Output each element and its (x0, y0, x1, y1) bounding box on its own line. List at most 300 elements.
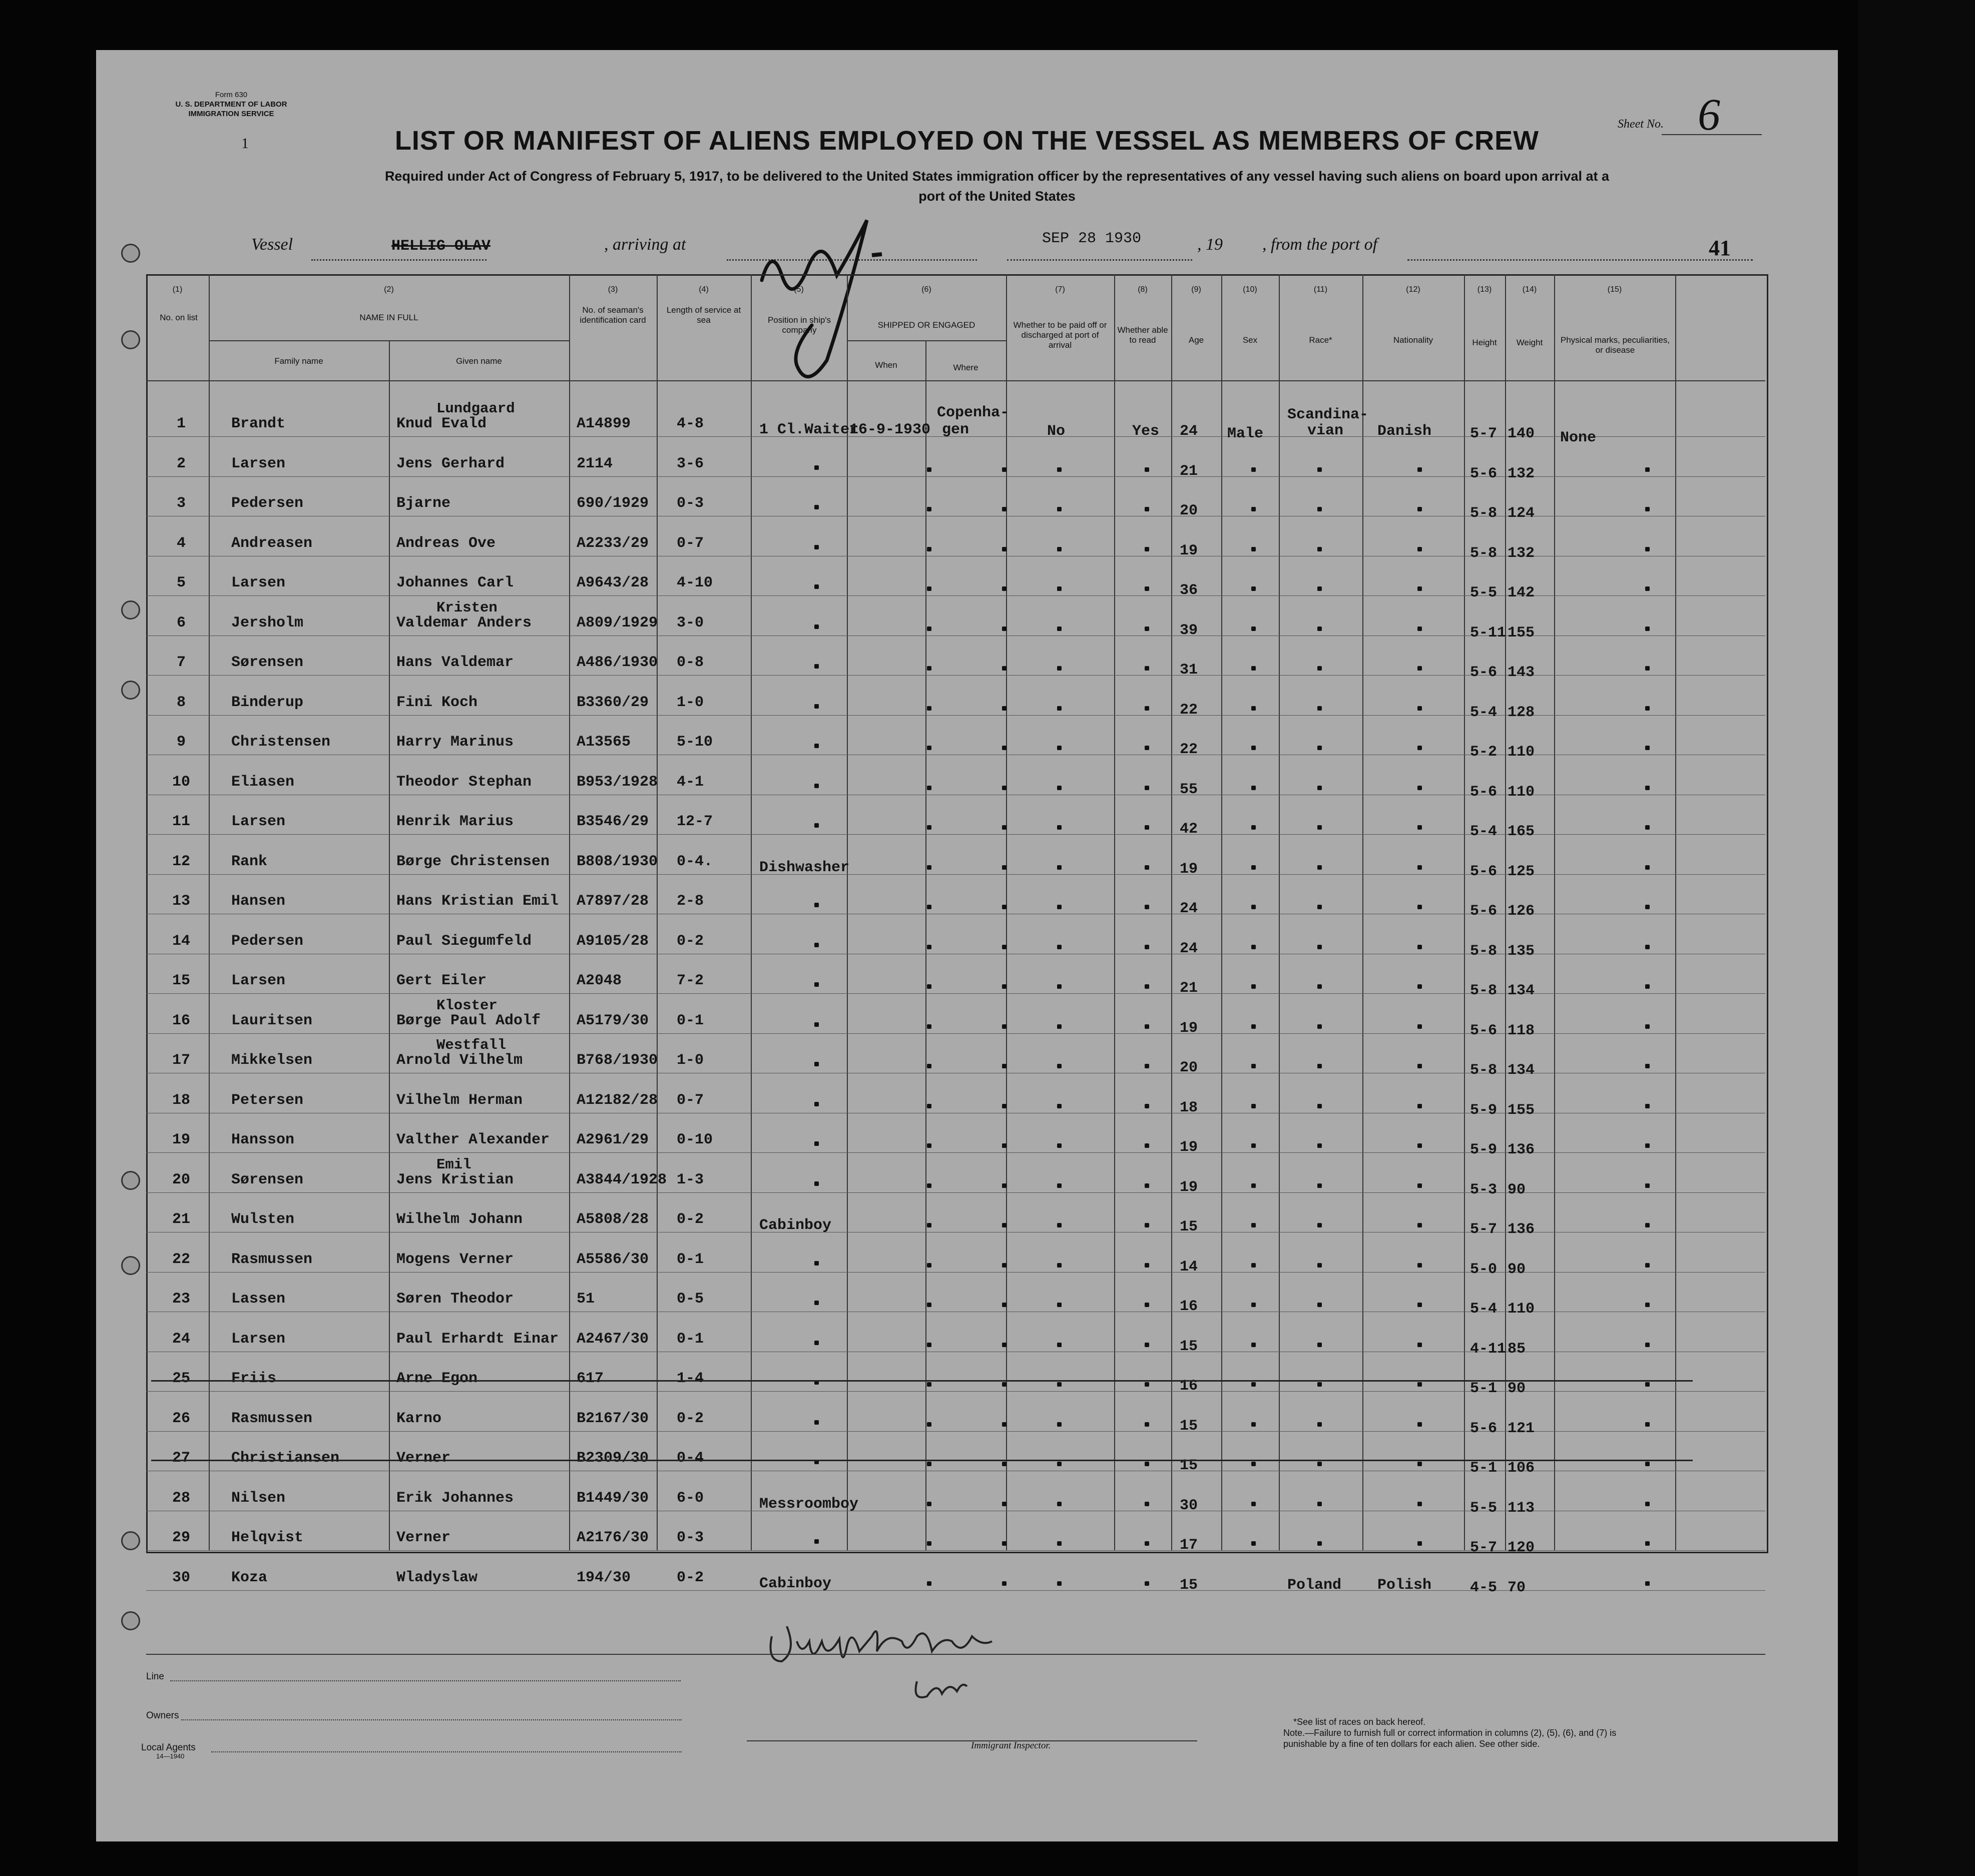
header-race: Race* (1309, 335, 1332, 345)
ditto-mark (1645, 1024, 1650, 1029)
cell-weight: 106 (1508, 1460, 1535, 1477)
cell-no: 12 (172, 853, 191, 870)
cell-card: B1449/30 (577, 1489, 649, 1507)
ditto-mark (1645, 786, 1650, 790)
ditto-mark (814, 903, 819, 907)
punch-hole (121, 244, 140, 263)
cell-family: Sørensen (231, 1171, 304, 1188)
cell-given: Wladyslaw (396, 1569, 478, 1586)
ditto-mark (1145, 825, 1149, 830)
cell-given: Hans Kristian Emil (396, 893, 559, 910)
ditto-mark (1057, 1422, 1062, 1427)
ditto-mark (1645, 1581, 1650, 1586)
ditto-mark (1417, 1541, 1422, 1546)
cell-card: A5586/30 (577, 1250, 649, 1268)
ditto-mark (1317, 1064, 1322, 1068)
ditto-mark (1645, 1502, 1650, 1506)
cell-age: 16 (1180, 1378, 1198, 1395)
ditto-mark (1002, 1422, 1007, 1427)
cell-family: Christensen (231, 734, 331, 751)
ditto-mark (1057, 1024, 1062, 1029)
ditto-mark (927, 627, 931, 631)
header-position: Position in ship's company (767, 315, 831, 335)
punch-hole (121, 600, 140, 619)
ditto-mark (1002, 547, 1007, 551)
header-able-read: Whether able to read (1117, 325, 1168, 345)
cell-service: 4-8 (677, 415, 704, 432)
scan-border (1858, 0, 1975, 1876)
header-paid-off: Whether to be paid off or discharged at port of arrival (1013, 320, 1107, 350)
ditto-mark (1417, 945, 1422, 949)
ditto-mark (1145, 945, 1149, 949)
ditto-mark (1002, 1343, 1007, 1347)
ditto-mark (1417, 1382, 1422, 1387)
page-number: 41 (1709, 236, 1731, 260)
ditto-mark (1057, 1303, 1062, 1307)
ditto-mark (1417, 586, 1422, 591)
cell-given: Paul Erhardt Einar (396, 1330, 559, 1348)
ditto-mark (814, 1022, 819, 1027)
header-nationality: Nationality (1393, 335, 1433, 345)
cell-no: 2 (176, 455, 186, 472)
punch-hole (121, 1256, 140, 1275)
cell-family: Rank (231, 853, 268, 870)
header-shipped-where: Where (953, 363, 978, 372)
cell-no: 1 (176, 415, 186, 432)
ditto-mark (1251, 1343, 1256, 1347)
cell-family: Lassen (231, 1291, 286, 1308)
cell-age: 19 (1180, 1019, 1198, 1037)
cell-family: Binderup (231, 694, 304, 711)
cell-weight: 132 (1508, 465, 1535, 482)
cell-position: Dishwasher (759, 859, 850, 876)
cell-age: 24 (1180, 900, 1198, 917)
ditto-mark (1002, 945, 1007, 949)
ditto-mark (1057, 984, 1062, 989)
cell-no: 3 (176, 495, 186, 512)
ditto-mark (927, 786, 931, 790)
cell-given2: Kristen (436, 599, 498, 616)
ditto-mark (1057, 1263, 1062, 1268)
ditto-mark (1251, 547, 1256, 551)
cell-card: 51 (577, 1291, 595, 1308)
col-number: (5) (794, 285, 804, 294)
ditto-mark (1057, 905, 1062, 909)
cell-family: Hansen (231, 893, 286, 910)
cell-age: 19 (1180, 1178, 1198, 1196)
ditto-mark (1251, 825, 1256, 830)
cell-service: 3-6 (677, 455, 704, 472)
cell-family: Mikkelsen (231, 1052, 313, 1069)
col-number: (10) (1243, 285, 1257, 294)
cell-card: A3844/1928 (577, 1171, 667, 1188)
ditto-mark (1251, 706, 1256, 711)
col-number: (2) (384, 285, 394, 294)
punch-hole (121, 1611, 140, 1630)
cell-service: 0-2 (677, 1569, 704, 1586)
ditto-mark (1251, 507, 1256, 511)
document-subtitle (146, 166, 1838, 206)
cell-family: Petersen (231, 1091, 304, 1109)
col-number: (1) (172, 285, 183, 294)
ditto-mark (1002, 1024, 1007, 1029)
col-divider (1554, 274, 1555, 1550)
ditto-mark (1002, 1183, 1007, 1188)
cell-weight: 136 (1508, 1221, 1535, 1238)
ditto-mark (1145, 1303, 1149, 1307)
sheet-number-label: Sheet No. (1618, 118, 1664, 131)
cell-given: Bjarne (396, 495, 451, 512)
cell-age: 16 (1180, 1298, 1198, 1315)
cell-given: Gert Eiler (396, 972, 487, 989)
cell-weight: 135 (1508, 942, 1535, 960)
cell-card: 2114 (577, 455, 613, 472)
from-port-underline (1407, 259, 1753, 261)
department-name: U. S. DEPARTMENT OF LABOR (175, 100, 287, 109)
cell-service: 0-10 (677, 1131, 713, 1148)
cell-age: 39 (1180, 621, 1198, 639)
col-divider (209, 274, 210, 1550)
cell-family: Rasmussen (231, 1250, 313, 1268)
ditto-mark (927, 905, 931, 909)
ditto-mark (1145, 1462, 1149, 1466)
ditto-mark (1317, 1343, 1322, 1347)
cell-given: Mogens Verner (396, 1250, 514, 1268)
cell-no: 30 (172, 1569, 191, 1586)
cell-age: 19 (1180, 860, 1198, 878)
cell-family: Pedersen (231, 932, 304, 950)
cell-family: Larsen (231, 972, 286, 989)
ditto-mark (1645, 1303, 1650, 1307)
ditto-mark (927, 1064, 931, 1068)
ditto-mark (1002, 865, 1007, 870)
cell-weight: 126 (1508, 903, 1535, 920)
subtitle-line-2: port of the United States (918, 189, 1076, 204)
ditto-mark (1002, 786, 1007, 790)
col-number: (11) (1313, 285, 1328, 294)
ditto-mark (1002, 1303, 1007, 1307)
ditto-mark (1057, 627, 1062, 631)
cell-age: 17 (1180, 1537, 1198, 1554)
cell-age: 31 (1180, 662, 1198, 679)
ditto-mark (814, 704, 819, 709)
cell-service: 5-10 (677, 734, 713, 751)
owners-underline (181, 1719, 682, 1720)
ditto-mark (1251, 746, 1256, 750)
cell-service: 0-3 (677, 495, 704, 512)
ditto-mark (1417, 467, 1422, 472)
col-divider (569, 274, 570, 1550)
service-name: IMMIGRATION SERVICE (188, 110, 274, 118)
ditto-mark (1145, 1143, 1149, 1148)
cell-service: 12-7 (677, 813, 713, 830)
ditto-mark (1057, 865, 1062, 870)
ditto-mark (927, 1541, 931, 1546)
cell-height: 5-6 (1470, 783, 1498, 801)
cell-no: 29 (172, 1529, 191, 1546)
ditto-mark (1145, 1024, 1149, 1029)
cell-age: 22 (1180, 741, 1198, 758)
ditto-mark (1057, 1382, 1062, 1387)
cell-given: Arnold Vilhelm (396, 1052, 523, 1069)
ditto-mark (1645, 945, 1650, 949)
cell-service: 0-5 (677, 1291, 704, 1308)
cell-position: Cabinboy (759, 1575, 832, 1592)
cell-height: 5-3 (1470, 1181, 1498, 1198)
ditto-mark (1251, 1422, 1256, 1427)
ditto-mark (927, 984, 931, 989)
cell-family: Jersholm (231, 614, 304, 632)
ditto-mark (1417, 825, 1422, 830)
cell-family: Hansson (231, 1131, 295, 1148)
ditto-mark (1645, 1143, 1650, 1148)
cell-weight: 136 (1508, 1141, 1535, 1158)
ditto-mark (1417, 1263, 1422, 1268)
ditto-mark (1645, 666, 1650, 671)
cell-card: B2309/30 (577, 1450, 649, 1467)
col-divider (1171, 274, 1172, 1550)
cell-weight: 134 (1508, 1062, 1535, 1079)
col-number: (7) (1055, 285, 1065, 294)
cell-service: 4-10 (677, 574, 713, 591)
cell-given: Johannes Carl (396, 574, 514, 591)
ditto-mark (1417, 1303, 1422, 1307)
ditto-mark (1317, 1382, 1322, 1387)
cell-service: 0-1 (677, 1250, 704, 1268)
ditto-mark (1251, 984, 1256, 989)
cell-age: 15 (1180, 1218, 1198, 1235)
cell-no: 18 (172, 1091, 191, 1109)
ditto-mark (1002, 905, 1007, 909)
ditto-mark (1251, 1541, 1256, 1546)
cell-position: Cabinboy (759, 1217, 832, 1234)
cell-service: 0-2 (677, 1410, 704, 1427)
ditto-mark (1057, 1343, 1062, 1347)
cell-given: Børge Christensen (396, 853, 550, 870)
cell-position: 1 Cl.Waiter (759, 421, 859, 438)
ditto-mark (814, 1261, 819, 1266)
cell-card: 690/1929 (577, 495, 649, 512)
ditto-mark (1002, 666, 1007, 671)
cell-age: 21 (1180, 462, 1198, 480)
cell-card: B768/1930 (577, 1052, 658, 1069)
cell-service: 0-2 (677, 1211, 704, 1228)
cell-no: 9 (176, 734, 186, 751)
cell-service: 0-7 (677, 534, 704, 552)
cell-given: Wilhelm Johann (396, 1211, 523, 1228)
cell-given: Vilhelm Herman (396, 1091, 523, 1109)
ditto-mark (1417, 1143, 1422, 1148)
cell-family: Larsen (231, 574, 286, 591)
ditto-mark (1145, 786, 1149, 790)
local-agents-code: 14—1940 (156, 1752, 185, 1760)
ditto-mark (1057, 945, 1062, 949)
ditto-mark (1057, 825, 1062, 830)
ditto-mark (1317, 586, 1322, 591)
form-number: Form 630 (215, 91, 248, 99)
ditto-mark (1645, 1462, 1650, 1466)
ditto-mark (1145, 1581, 1149, 1586)
cell-weight: 132 (1508, 544, 1535, 562)
ditto-mark (814, 1420, 819, 1425)
punch-hole (121, 1531, 140, 1550)
header-shipped-when: When (875, 360, 897, 370)
cell-height: 5-5 (1470, 1499, 1498, 1517)
cell-service: 0-2 (677, 932, 704, 950)
ditto-mark (1417, 1343, 1422, 1347)
sheet-number-value: 6 (1698, 90, 1720, 140)
ditto-mark (1002, 627, 1007, 631)
cell-height: 5-1 (1470, 1460, 1498, 1477)
ditto-mark (1417, 507, 1422, 511)
cell-height: 5-8 (1470, 544, 1498, 562)
cell-card: A5808/28 (577, 1211, 649, 1228)
cell-no: 16 (172, 1012, 191, 1029)
ditto-mark (814, 584, 819, 589)
ditto-mark (1145, 1183, 1149, 1188)
ditto-mark (1317, 1223, 1322, 1227)
cell-height: 4-11 (1470, 1340, 1507, 1358)
ditto-mark (1417, 865, 1422, 870)
cell-height: 5-6 (1470, 664, 1498, 681)
ditto-mark (1317, 1541, 1322, 1546)
ditto-mark (1251, 945, 1256, 949)
cell-race: Scandina- (1287, 406, 1369, 423)
cell-family: Christiansen (231, 1450, 340, 1467)
cell-position: Messroomboy (759, 1495, 859, 1513)
ditto-mark (927, 1024, 931, 1029)
ditto-mark (814, 1102, 819, 1106)
cell-weight: 118 (1508, 1022, 1535, 1039)
cell-age: 55 (1180, 781, 1198, 798)
ditto-mark (1417, 1462, 1422, 1466)
col-divider (1464, 274, 1465, 1550)
cell-height: 5-5 (1470, 584, 1498, 601)
col-divider (847, 274, 848, 1550)
cell-height: 5-6 (1470, 863, 1498, 880)
cell-weight: 165 (1508, 823, 1535, 840)
ditto-mark (1002, 1581, 1007, 1586)
punch-hole (121, 1171, 140, 1190)
ditto-mark (1645, 1541, 1650, 1546)
cell-height: 5-7 (1470, 1221, 1498, 1238)
ditto-mark (1145, 1502, 1149, 1506)
manifest-sheet (96, 50, 1838, 1841)
ditto-mark (1057, 586, 1062, 591)
ditto-mark (1145, 1263, 1149, 1268)
ditto-mark (1145, 1104, 1149, 1108)
col-number: (12) (1406, 285, 1420, 294)
cell-weight: 142 (1508, 584, 1535, 601)
ditto-mark (1057, 467, 1062, 472)
col-number: (6) (921, 285, 931, 294)
cell-weight: 90 (1508, 1181, 1526, 1198)
cell-no: 14 (172, 932, 191, 950)
ditto-mark (1317, 1462, 1322, 1466)
col-number: (8) (1138, 285, 1148, 294)
cell-no: 15 (172, 972, 191, 989)
ditto-mark (1251, 1502, 1256, 1506)
col-divider (1362, 274, 1363, 1550)
form-identifier (156, 90, 306, 119)
ditto-mark (1645, 706, 1650, 711)
cell-age: 19 (1180, 542, 1198, 559)
cell-card: A809/1929 (577, 614, 658, 632)
cell-height: 5-6 (1470, 1420, 1498, 1437)
cell-service: 0-3 (677, 1529, 704, 1546)
ditto-mark (1057, 1223, 1062, 1227)
cell-given2: Westfall (436, 1037, 507, 1053)
cell-height: 5-9 (1470, 1101, 1498, 1119)
cell-family: Eliasen (231, 773, 295, 791)
ditto-mark (1145, 1422, 1149, 1427)
ditto-mark (927, 1183, 931, 1188)
ditto-mark (927, 1343, 931, 1347)
cell-family: Larsen (231, 455, 286, 472)
cell-card: A12182/28 (577, 1091, 658, 1109)
ditto-mark (1317, 945, 1322, 949)
ditto-mark (814, 1539, 819, 1544)
cell-given: Harry Marinus (396, 734, 514, 751)
col-number: (15) (1607, 285, 1622, 294)
col-number: (13) (1477, 285, 1492, 294)
ditto-mark (1645, 865, 1650, 870)
ditto-mark (1417, 786, 1422, 790)
ditto-mark (1645, 1382, 1650, 1387)
cell-card: A13565 (577, 734, 631, 751)
ditto-mark (1317, 467, 1322, 472)
ditto-mark (1251, 865, 1256, 870)
cell-family: Larsen (231, 1330, 286, 1348)
cell-age: 15 (1180, 1417, 1198, 1435)
ditto-mark (1145, 586, 1149, 591)
header-no-on-list: No. on list (160, 313, 198, 322)
cell-given: Søren Theodor (396, 1291, 514, 1308)
cell-card: A2467/30 (577, 1330, 649, 1348)
penalty-note: Note.—Failure to furnish full or correct information in columns (2), (5), (6), and (7) is punishable by a fine of ten dollars for each alien. See other side. (1283, 1728, 1617, 1749)
ditto-mark (1317, 706, 1322, 711)
cell-height: 5-6 (1470, 465, 1498, 482)
ditto-mark (1317, 627, 1322, 631)
cell-family: Helqvist (231, 1529, 304, 1546)
ditto-mark (1057, 1581, 1062, 1586)
cell-height: 5-8 (1470, 982, 1498, 999)
ditto-mark (927, 746, 931, 750)
ditto-mark (1057, 746, 1062, 750)
cell-height: 5-11 (1470, 624, 1507, 642)
ditto-mark (1002, 746, 1007, 750)
ditto-mark (927, 865, 931, 870)
cell-height: 5-7 (1470, 425, 1498, 442)
ditto-mark (1251, 1382, 1256, 1387)
vessel-label: Vessel (251, 235, 293, 254)
ditto-mark (1645, 467, 1650, 472)
cell-age: 18 (1180, 1099, 1198, 1116)
ditto-mark (1645, 1422, 1650, 1427)
ditto-mark (927, 1382, 931, 1387)
name-header-rule (209, 340, 569, 341)
cell-card: A2048 (577, 972, 622, 989)
ditto-mark (1002, 1541, 1007, 1546)
cell-service: 1-3 (677, 1171, 704, 1188)
cell-family: Pedersen (231, 495, 304, 512)
ditto-mark (814, 823, 819, 828)
ditto-mark (927, 1303, 931, 1307)
cell-age: 19 (1180, 1139, 1198, 1156)
race-note: *See list of races on back hereof. (1293, 1717, 1426, 1727)
shipped-header-rule (847, 340, 1006, 341)
cell-height: 5-8 (1470, 505, 1498, 522)
